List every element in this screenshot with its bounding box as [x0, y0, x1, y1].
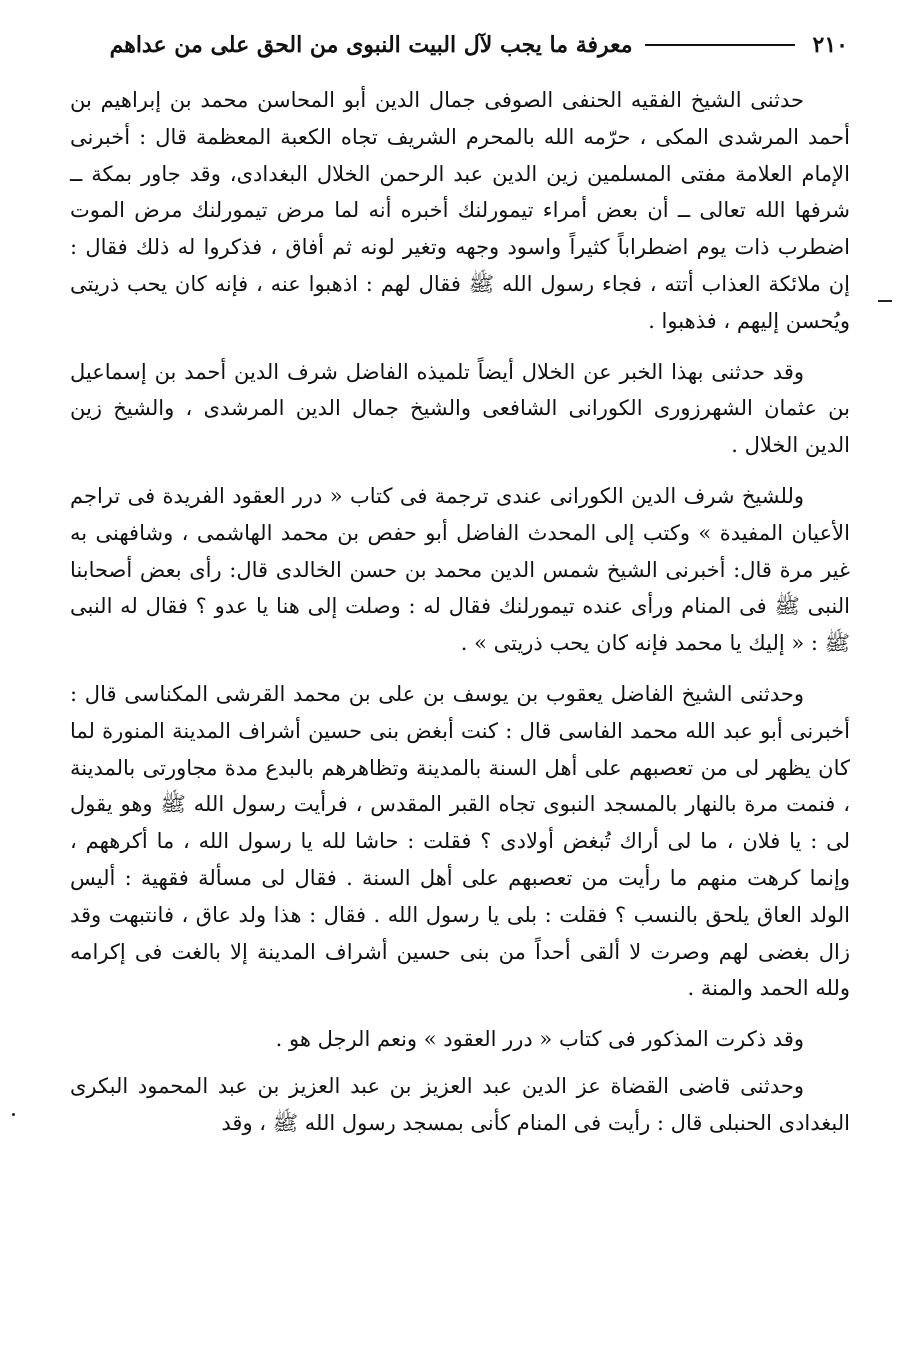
paragraph-2: وقد حدثنى بهذا الخبر عن الخلال أيضاً تلميذه الفاضل شرف الدين أحمد بن إسماعيل بن عثمان الشهرزورى الكورانى الشافعى والشيخ جمال الدين المرشدى ، والشيخ زين الدين الخلال . — [70, 359, 850, 458]
paragraph-6: وحدثنى قاضى القضاة عز الدين عبد العزيز بن عبد العزيز بن عبد المحمود البكرى البغدادى الحنبلى قال : رأيت فى المنام كأنى بمسجد رسول الله ﷺ ، وقد — [70, 1073, 850, 1135]
paragraph-1: حدثنى الشيخ الفقيه الحنفى الصوفى جمال الدين أبو المحاسن محمد بن إبراهيم بن أحمد المرشدى المكى ، حرّمه الله بالمحرم الشريف تجاه الكعبة المعظمة قال : أخبرنى الإمام العلامة مفتى المسلمين زين الدين عبد الرحمن الخلال البغدادى، وقد جاور بمكة ــ شرفها الله تعالى ــ أن بعض أمراء تيمورلنك أخبره أنه لما مرض تيمورلنك مرض الموت اضطرب ذات يوم اضطراباً كثيراً واسود وجهه وتغير لونه ثم أفاق ، فذكروا له ذلك فقال : إن ملائكة العذاب أتته ، فجاء رسول الله ﷺ فقال لهم : اذهبوا عنه ، فإنه كان يحب ذريتى ويُحسن إليهم ، فذهبوا . — [70, 88, 850, 333]
page-number: ٢١٠ — [812, 32, 848, 58]
header-rule — [645, 44, 795, 46]
page-body — [70, 82, 850, 1156]
running-header — [88, 28, 848, 62]
scan-speck — [12, 1113, 15, 1116]
paragraph-3: وللشيخ شرف الدين الكورانى عندى ترجمة فى كتاب « درر العقود الفريدة فى تراجم الأعيان المفيدة » وكتب إلى المحدث الفاضل أبو حفص بن محمد الهاشمى ، وشافهنى به غير مرة قال: أخبرنى الشيخ شمس الدين محمد بن حسن الخالدى قال: رأى بعض أصحابنا النبى ﷺ فى المنام ورأى عنده تيمورلنك فقال له : وصلت إلى هنا يا عدو ؟ فقال له النبى ﷺ : « إليك يا محمد فإنه كان يحب ذريتى » . — [70, 483, 850, 656]
scan-edge-mark — [878, 300, 892, 302]
paragraph-5: وقد ذكرت المذكور فى كتاب « درر العقود » ونعم الرجل هو . — [275, 1027, 804, 1052]
running-title: معرفة ما يجب لآل البيت النبوى من الحق على من عداهم — [109, 32, 633, 58]
paragraph-4: وحدثنى الشيخ الفاضل يعقوب بن يوسف بن على بن محمد القرشى المكناسى قال : أخبرنى أبو عبد الله محمد الفاسى قال : كنت أبغض بنى حسين أشراف المدينة المنورة لما كان يظهر لى من تعصبهم على أهل السنة بالمدينة وتظاهرهم بالبدع مدة مجاورتى بالمدينة ، فنمت مرة بالنهار بالمسجد النبوى تجاه القبر المقدس ، فرأيت رسول الله ﷺ وهو يقول لى : يا فلان ، ما لى أراك تُبغض أولادى ؟ فقلت : حاشا لله يا رسول الله ، ما أكرههم ، وإنما كرهت منهم ما رأيت من تعصبهم على أهل السنة . فقال لى مسألة فقهية : أليس الولد العاق يلحق بالنسب ؟ فقلت : بلى يا رسول الله . فقال : هذا ولد عاق ، فانتبهت وقد زال بغضى لهم وصرت لا ألقى أحداً من بنى حسين أشراف المدينة إلا بالغت فى إكرامه ولله الحمد والمنة . — [70, 681, 850, 1001]
